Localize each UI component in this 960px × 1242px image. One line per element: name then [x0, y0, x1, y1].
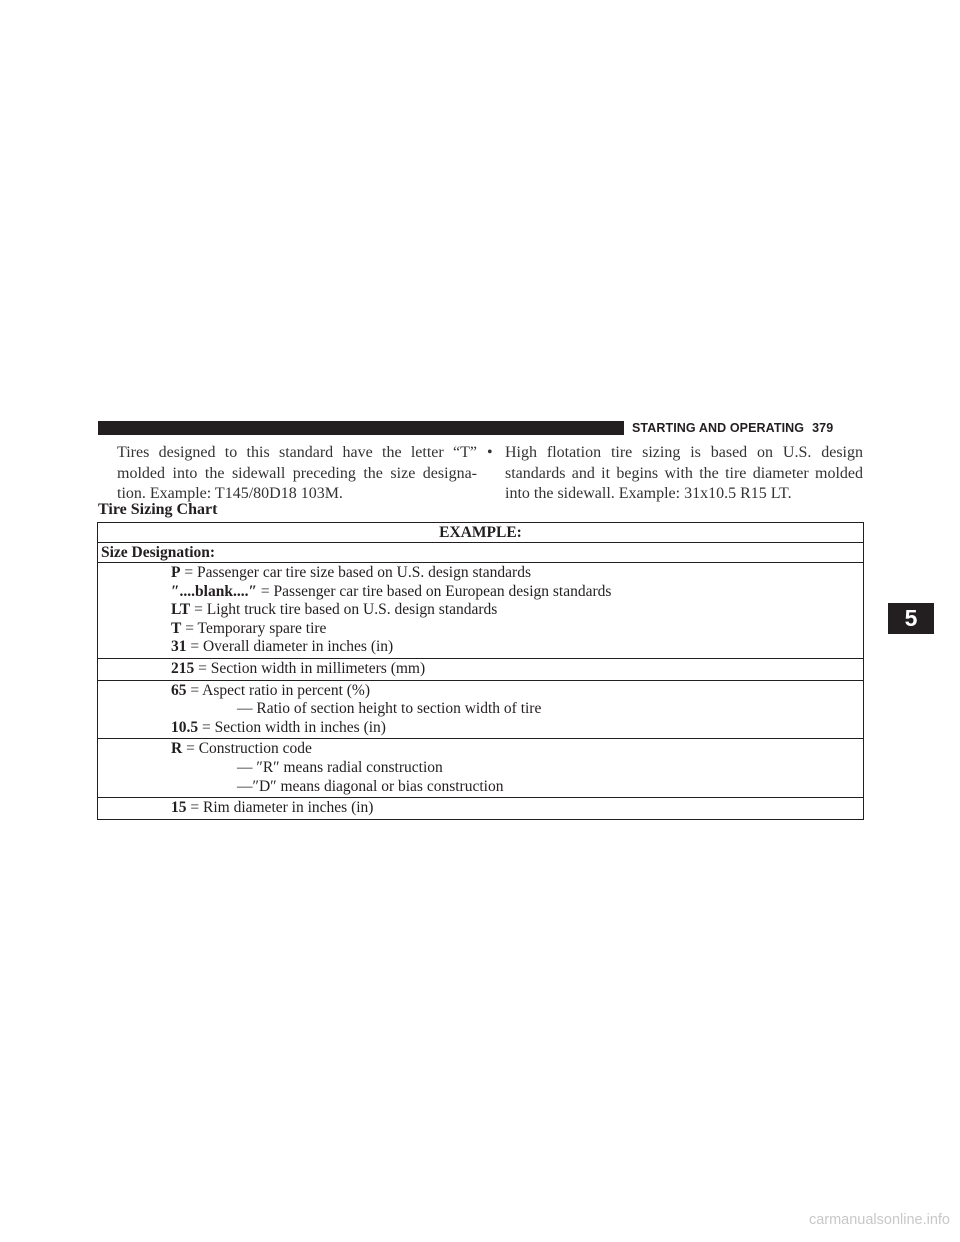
bullet-text: High flotation tire sizing is based on U.S. design standards and it begins with the tire diameter molded into the sidewall. Example: 31x10.5 R15 LT.: [505, 444, 863, 502]
table-line: [171, 601, 863, 620]
table-line: [171, 740, 863, 759]
table-line: [171, 759, 863, 778]
page-number: 379: [812, 421, 834, 435]
size-code: 10.5: [171, 718, 199, 736]
table-line: [171, 583, 863, 602]
table-row: [98, 680, 864, 739]
section-title: STARTING AND OPERATING: [632, 421, 805, 435]
size-description: — Ratio of section height to section width of tire: [237, 700, 542, 718]
table-line: [171, 620, 863, 639]
watermark: carmanualsonline.info: [808, 1212, 950, 1228]
size-designation-label: Size Designation:: [98, 543, 864, 563]
header-rule: [98, 421, 624, 435]
table-line: [171, 682, 863, 701]
table-cell: [98, 680, 864, 739]
size-description: = Passenger car tire based on European design standards: [257, 582, 612, 600]
table-line: [171, 564, 863, 583]
table-cell: [98, 798, 864, 820]
size-description: = Temporary spare tire: [181, 619, 327, 637]
table-line: [171, 660, 863, 679]
chart-title: Tire Sizing Chart: [98, 501, 218, 518]
table-cell: [98, 739, 864, 798]
table-row: [98, 563, 864, 659]
table-row: [98, 543, 864, 563]
size-description: = Rim diameter in inches (in): [186, 799, 374, 817]
size-description: — ″R″ means radial construction: [237, 758, 443, 776]
size-code: 15: [171, 799, 187, 817]
table-line: [171, 700, 863, 719]
size-code: 31: [171, 638, 187, 656]
size-description: = Section width in millimeters (mm): [194, 659, 426, 677]
size-code: ″....blank....″: [171, 582, 258, 600]
table-row: [98, 739, 864, 798]
bullet-icon: •: [487, 444, 493, 461]
running-header: [632, 419, 833, 437]
bullet-item: [487, 443, 863, 505]
table-cell: [98, 658, 864, 680]
size-description: = Passenger car tire size based on U.S. design standards: [180, 564, 531, 581]
table-line: [171, 638, 863, 657]
size-code: T: [171, 619, 182, 637]
size-code: 65: [171, 681, 187, 699]
size-code: 215: [171, 659, 195, 677]
size-description: = Section width in inches (in): [198, 718, 386, 736]
size-code: LT: [171, 601, 191, 619]
table-cell: [98, 563, 864, 659]
right-column: [487, 443, 863, 505]
chapter-tab: 5: [888, 603, 934, 634]
size-description: = Overall diameter in inches (in): [186, 638, 394, 656]
table-line: [171, 778, 863, 797]
size-code: P: [171, 564, 181, 581]
size-description: = Aspect ratio in percent (%): [186, 681, 370, 699]
size-description: = Light truck tire based on U.S. design standards: [190, 601, 498, 619]
table-row: [98, 798, 864, 820]
table-header-row: [98, 523, 864, 543]
table-row: [98, 658, 864, 680]
size-description: = Construction code: [182, 740, 312, 758]
size-code: R: [171, 740, 183, 758]
table-header-example: EXAMPLE:: [98, 523, 864, 543]
left-column-paragraph: Tires designed to this standard have the letter “T” molded into the sidewall preceding the size designa-tion. Example: T145/80D18 103M.: [117, 444, 477, 502]
table-line: [171, 799, 863, 818]
tire-sizing-table: [97, 522, 864, 820]
size-description: —″D″ means diagonal or bias construction: [237, 777, 504, 795]
table-line: [171, 719, 863, 738]
